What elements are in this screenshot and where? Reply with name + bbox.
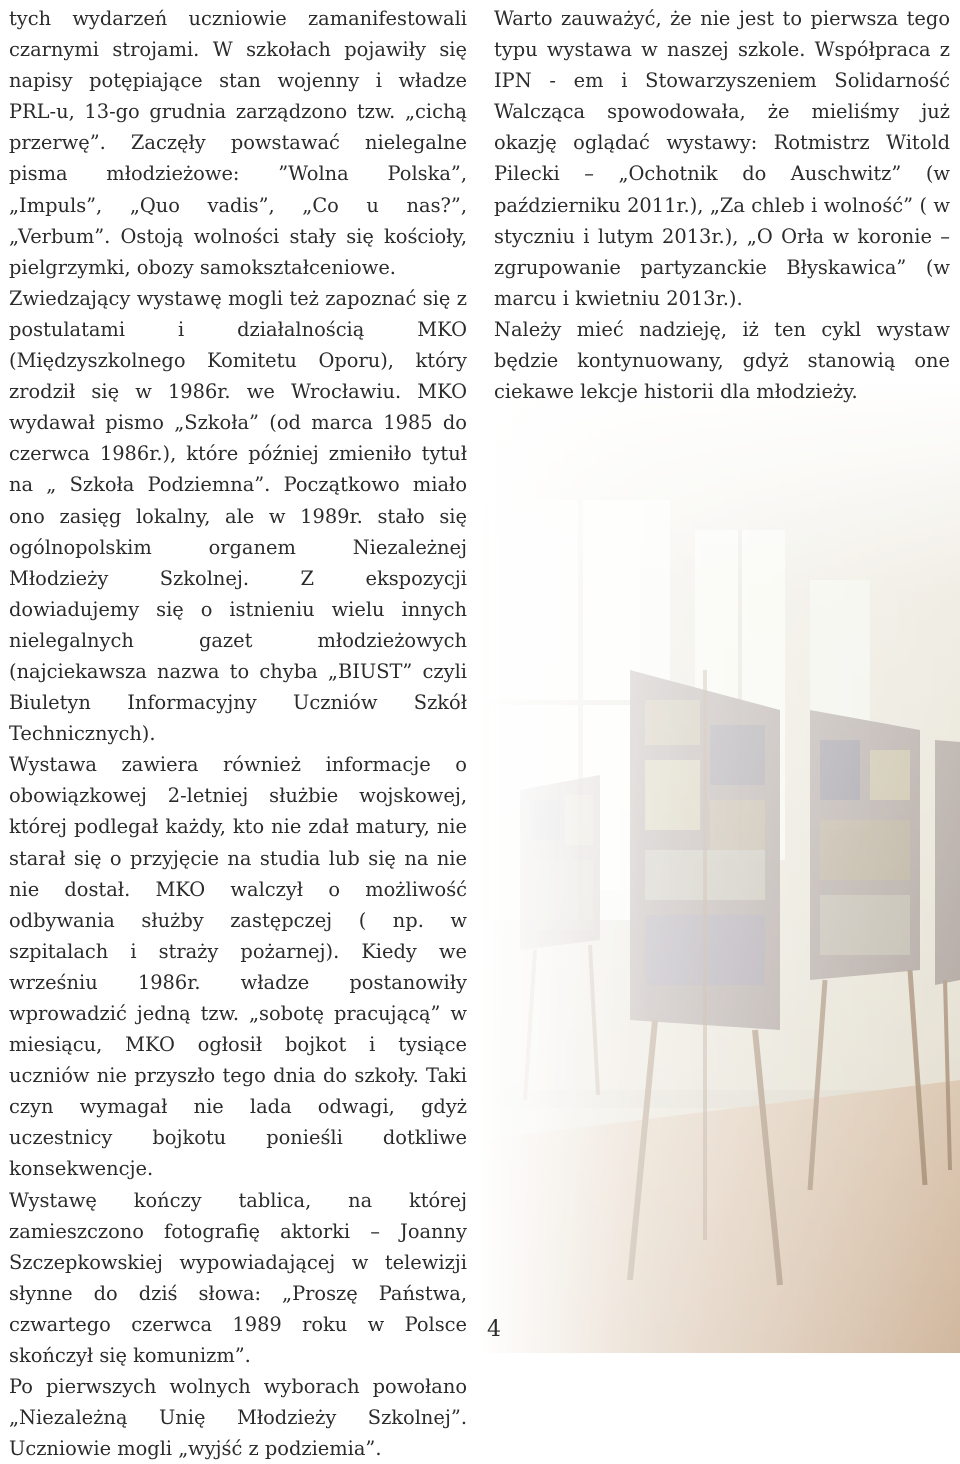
paragraph: Po pierwszych wolnych wyborach powołano „Niezależną Unię Młodzieży Szkolnej”. Uczniowie mogli „wyjść z podziemia”.: [9, 1375, 467, 1461]
page-number: 4: [487, 1317, 501, 1342]
left-text-column: [9, 3, 467, 1464]
paragraph: tych wydarzeń uczniowie zamanifestowali czarnymi strojami. W szkołach pojawiły się napisy potępiające stan wojenny i władze PRL-u, 13-go grudnia zarządzono tzw. „cichą przerwę”. Zaczęły powstawać nielegalne pisma młodzieżowe: ”Wolna Polska”, „Impuls”, „Quo vadis”, „Co u nas?”, „Verbum”. Ostoją wolności stały się kościoły, pielgrzymki, obozy samokształceniowe.: [9, 7, 467, 279]
paragraph: Wystawa zawiera również informacje o obowiązkowej 2-letniej służbie wojskowej, której podlegał każdy, kto nie zdał matury, nie starał się o przyjęcie na studia lub się na nie nie dostał. MKO walczył o możliwość odbywania służby zastępczej ( np. w szpitalach i straży pożarnej). Kiedy we wrześniu 1986r. władze postanowiły wprowadzić jedną tzw. „sobotę pracującą” w miesiącu, MKO ogłosił bojkot i tysiące uczniów nie przyszło tego dnia do szkoły. Taki czyn wymagał nie lada odwagi, gdyż uczestnicy bojkotu ponieśli dotkliwe konsekwencje.: [9, 753, 467, 1181]
paragraph: Warto zauważyć, że nie jest to pierwsza tego typu wystawa w naszej szkole. Współpraca z IPN - em i Stowarzyszeniem Solidarność Walcząca spowodowała, że mieliśmy już okazję oglądać wystawy: Rotmistrz Witold Pilecki – „Ochotnik do Auschwitz” (w październiku 2011r.), „Za chleb i wolność” ( w styczniu i lutym 2013r.), „O Orła w koronie – zgrupowanie partyzanckie Błyskawica” (w marcu i kwietniu 2013r.).: [494, 7, 950, 310]
exhibition-photo: [480, 380, 960, 1353]
paragraph: Wystawę kończy tablica, na której zamieszczono fotografię aktorki – Joanny Szczepkowskiej wypowiadającej w telewizji słynne do dziś słowa: „Proszę Państwa, czwartego czerwca 1989 roku w Polsce skończył się komunizm”.: [9, 1188, 467, 1368]
right-text-column: [494, 3, 950, 407]
paragraph: Zwiedzający wystawę mogli też zapoznać się z postulatami i działalnością MKO (Międzyszkolnego Komitetu Oporu), który zrodził się w 1986r. we Wrocławiu. MKO wydawał pismo „Szkoła” (od marca 1985 do czerwca 1986r.), które później zmieniło tytuł na „ Szkoła Podziemna”. Początkowo miało ono zasięg lokalny, ale w 1989r. stało się ogólnopolskim organem Niezależnej Młodzieży Szkolnej. Z ekspozycji dowiadujemy się o istnieniu wielu innych nielegalnych gazet młodzieżowych (najciekawsza nazwa to chyba „BIUST” czyli Biuletyn Informacyjny Uczniów Szkół Technicznych).: [9, 286, 467, 746]
paragraph: Należy mieć nadzieję, iż ten cykl wystaw będzie kontynuowany, gdyż stanowią one ciekawe lekcje historii dla młodzieży.: [494, 317, 950, 404]
